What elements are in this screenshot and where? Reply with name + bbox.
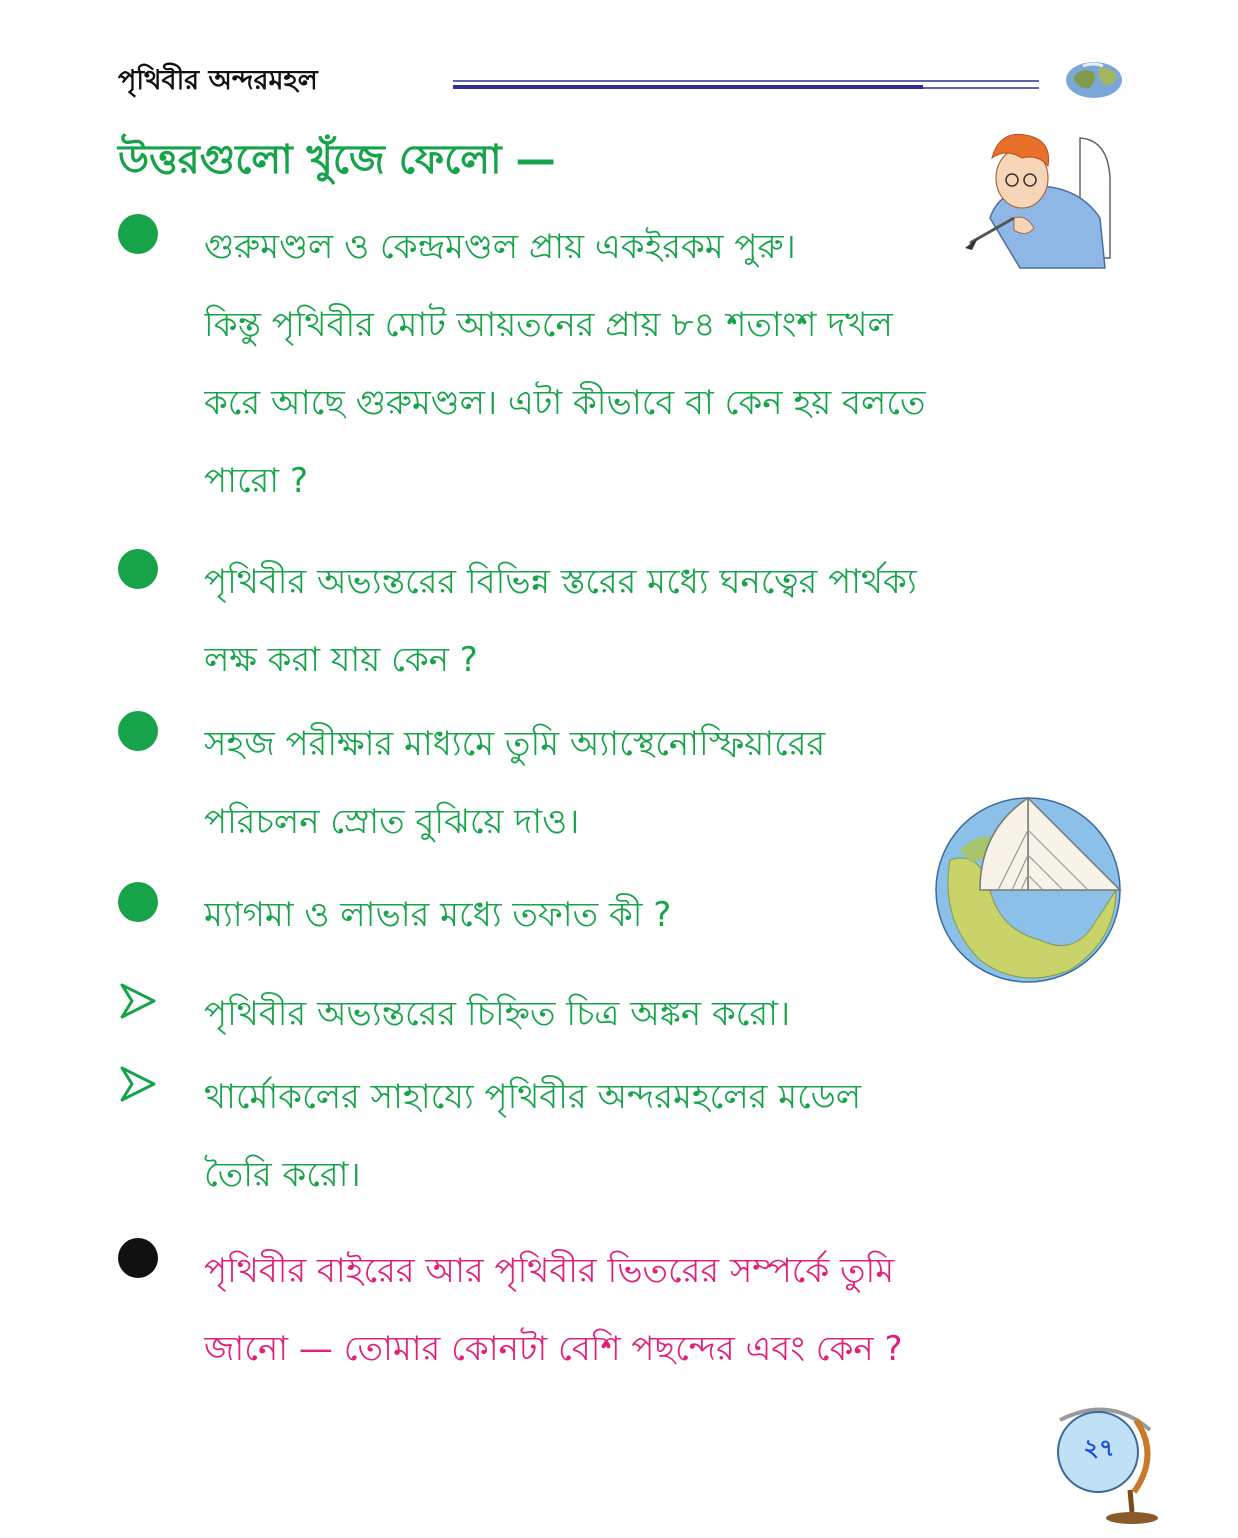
item-text-line: পারো ?: [204, 461, 309, 501]
item-text-line: পরিচলন স্রোত বুঝিয়ে দাও।: [204, 802, 580, 842]
item-text-line: লক্ষ করা যায় কেন ?: [204, 640, 478, 680]
item-text-line: থার্মোকলের সাহায্যে পৃথিবীর অন্দরমহলের মডেল: [204, 1077, 862, 1117]
item-text-line: সহজ পরীক্ষার মাধ্যমে তুমি অ্যাস্থেনোস্ফিয়ারের: [204, 724, 826, 764]
page-header: [118, 58, 1128, 102]
bullet-icon: [118, 882, 158, 922]
item-text-line: পৃথিবীর অভ্যন্তরের বিভিন্ন স্তরের মধ্যে ঘনত্বের পার্থক্য: [204, 562, 917, 602]
item-text-line: ম্যাগমা ও লাভার মধ্যে তফাত কী ?: [204, 895, 672, 935]
bullet-icon: [118, 214, 158, 254]
arrow-bullet-icon: [118, 981, 158, 1021]
arrow-bullet-icon: [118, 1064, 158, 1104]
earth-globe-icon: [1063, 58, 1125, 98]
section-heading: উত্তরগুলো খুঁজে ফেলো —: [118, 137, 556, 183]
header-rule: [453, 78, 1039, 94]
item-text-line: কিন্তু পৃথিবীর মোট আয়তনের প্রায় ৮৪ শতাংশ দখল: [204, 305, 893, 345]
item-text-line: পৃথিবীর অভ্যন্তরের চিহ্নিত চিত্র অঙ্কন করো।: [204, 994, 791, 1034]
item-text-line: করে আছে গুরুমণ্ডল। এটা কীভাবে বা কেন হয় বলতে: [204, 383, 926, 423]
earth-cutaway-illustration: [920, 790, 1130, 985]
bullet-icon: [118, 1238, 158, 1278]
item-text-line: তৈরি করো।: [204, 1155, 361, 1195]
bullet-icon: [118, 711, 158, 751]
item-text-line: পৃথিবীর বাইরের আর পৃথিবীর ভিতরের সম্পর্কে তুমি: [204, 1251, 895, 1291]
page-number: ২৭: [1083, 1434, 1115, 1462]
bullet-icon: [118, 549, 158, 589]
item-text-line: জানো — তোমার কোনটা বেশি পছন্দের এবং কেন ?: [204, 1329, 903, 1369]
item-text-line: গুরুমণ্ডল ও কেন্দ্রমণ্ডল প্রায় একইরকম পুরু।: [204, 227, 796, 267]
chapter-title: পৃথিবীর অন্দরমহল: [118, 65, 318, 96]
